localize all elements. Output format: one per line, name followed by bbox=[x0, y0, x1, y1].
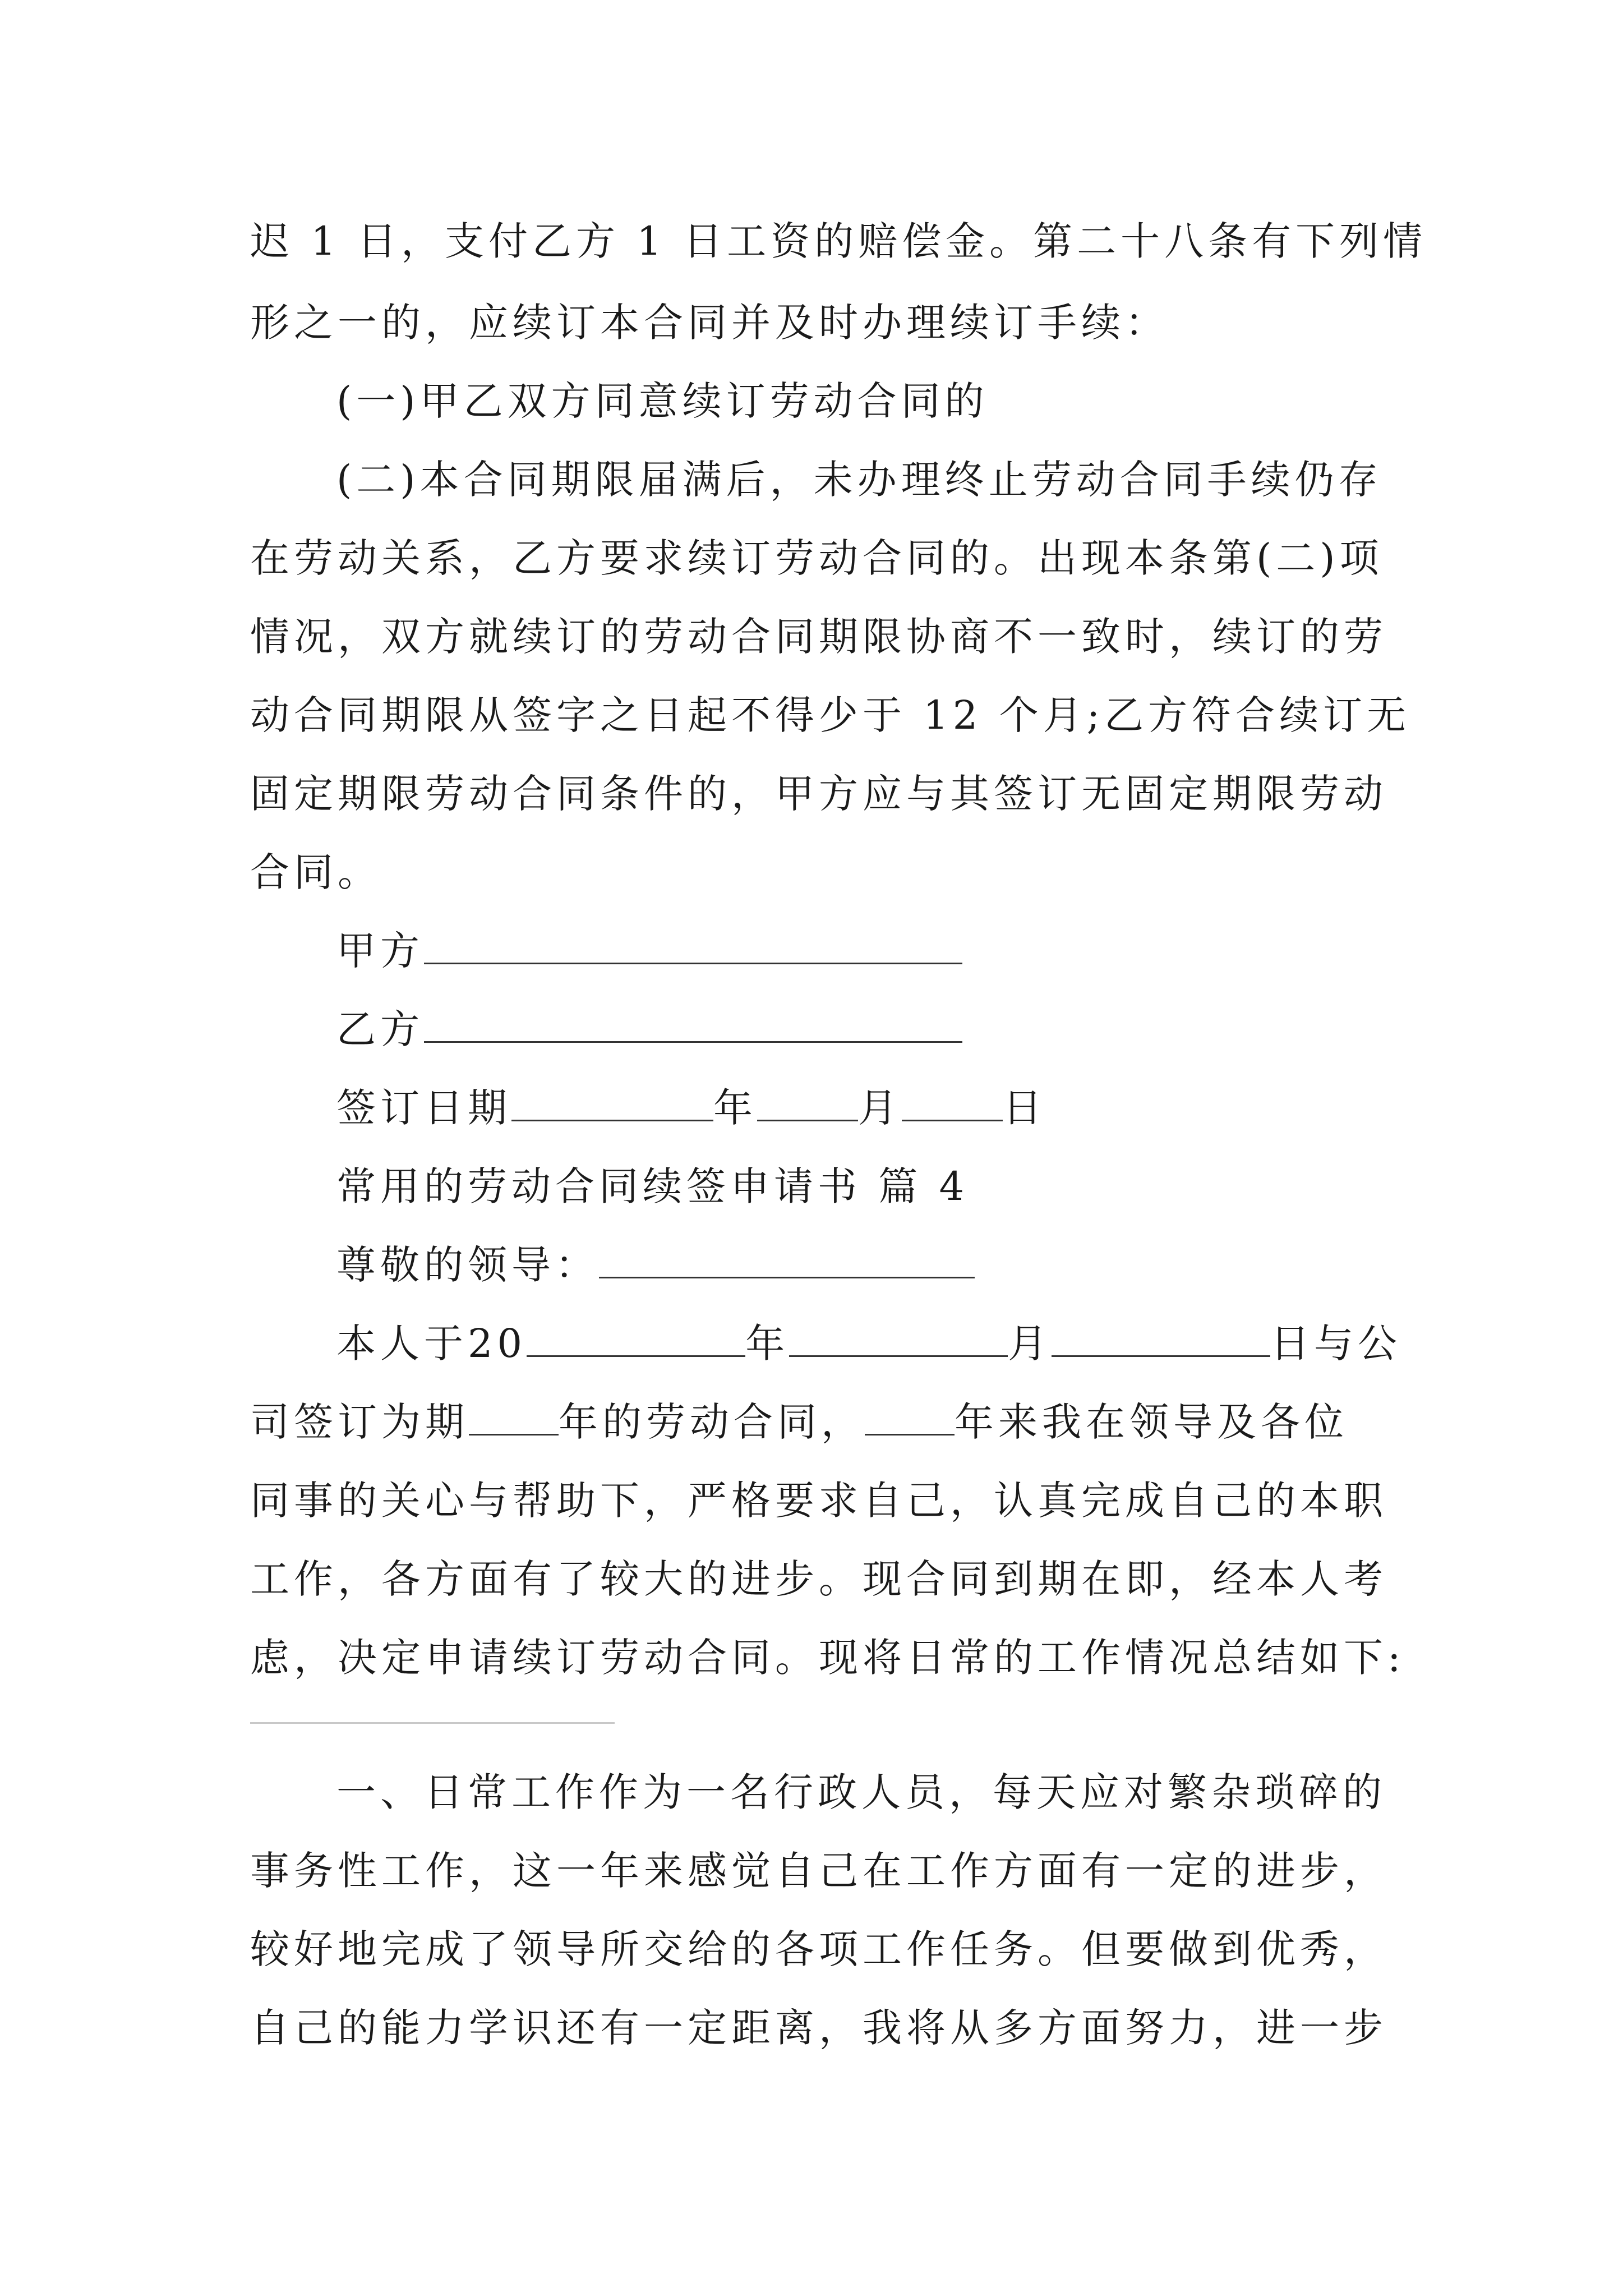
party-a-blank bbox=[424, 927, 962, 964]
sign-date-line bbox=[336, 1083, 1046, 1133]
clause-item-1: (一)甲乙双方同意续订劳动合同的 bbox=[336, 378, 989, 424]
day-label: 日 bbox=[1003, 1085, 1046, 1131]
salutation: 尊敬的领导： bbox=[336, 1242, 599, 1288]
letter-line: 工作，各方面有了较大的进步。现合同到期在即，经本人考 bbox=[250, 1556, 1387, 1602]
letter-line: 虑，决定申请续订劳动合同。现将日常的工作情况总结如下: bbox=[250, 1635, 1405, 1681]
month-label: 月 bbox=[858, 1085, 902, 1131]
party-a-signature-line bbox=[336, 926, 962, 976]
letter-line bbox=[336, 1318, 1401, 1369]
letter-text: 本人于20 bbox=[336, 1320, 527, 1366]
sign-date-label: 签订日期 bbox=[336, 1085, 511, 1131]
letter-text: 司签订为期 bbox=[250, 1399, 469, 1445]
paragraph-line: 合同。 bbox=[250, 849, 381, 895]
letter-text: 年 bbox=[745, 1320, 790, 1366]
party-b-label: 乙方 bbox=[336, 1006, 424, 1052]
paragraph-line: 形之一的，应续订本合同并及时办理续订手续： bbox=[250, 300, 1169, 346]
paragraph-line: 情况，双方就续订的劳动合同期限协商不一致时，续订的劳 bbox=[250, 614, 1387, 660]
paragraph-line: 迟 1 日，支付乙方 1 日工资的赔偿金。第二十八条有下列情 bbox=[250, 218, 1427, 264]
divider bbox=[250, 1722, 615, 1724]
month-blank bbox=[789, 1319, 1008, 1357]
section-one-line: 自己的能力学识还有一定距离，我将从多方面努力，进一步 bbox=[250, 2005, 1387, 2051]
year-label: 年 bbox=[713, 1085, 757, 1131]
clause-item-2: (二)本合同期限届满后，未办理终止劳动合同手续仍存 bbox=[336, 457, 1382, 503]
section-title: 常用的劳动合同续签申请书 篇 4 bbox=[336, 1163, 969, 1209]
month-blank bbox=[757, 1084, 858, 1121]
day-blank bbox=[1052, 1319, 1270, 1357]
term-blank bbox=[469, 1398, 559, 1435]
year-blank bbox=[511, 1084, 713, 1121]
paragraph-line: 固定期限劳动合同条件的，甲方应与其签订无固定期限劳动 bbox=[250, 771, 1387, 817]
paragraph-line: 动合同期限从签字之日起不得少于 12 个月;乙方符合续订无 bbox=[250, 692, 1411, 738]
letter-line: 同事的关心与帮助下，严格要求自己，认真完成自己的本职 bbox=[250, 1478, 1387, 1524]
day-blank bbox=[902, 1084, 1003, 1121]
section-one-line: 一、日常工作作为一名行政人员，每天应对繁杂琐碎的 bbox=[336, 1769, 1386, 1815]
party-a-label: 甲方 bbox=[336, 928, 424, 974]
salutation-blank bbox=[599, 1241, 975, 1278]
section-one-line: 事务性工作，这一年来感觉自己在工作方面有一定的进步， bbox=[250, 1848, 1387, 1894]
letter-text: 月 bbox=[1008, 1320, 1052, 1366]
section-one-line: 较好地完成了领导所交给的各项工作任务。但要做到优秀， bbox=[250, 1926, 1387, 1972]
years-blank bbox=[865, 1398, 955, 1435]
letter-text: 年来我在领导及各位 bbox=[955, 1399, 1348, 1445]
year-blank bbox=[527, 1319, 745, 1357]
party-b-blank bbox=[424, 1005, 962, 1043]
letter-text: 年的劳动合同， bbox=[559, 1399, 865, 1445]
letter-text: 日与公 bbox=[1270, 1320, 1402, 1366]
paragraph-line: 在劳动关系，乙方要求续订劳动合同的。出现本条第(二)项 bbox=[250, 535, 1384, 581]
letter-line bbox=[250, 1397, 1348, 1447]
party-b-signature-line bbox=[336, 1004, 962, 1055]
salutation-line bbox=[336, 1240, 975, 1290]
